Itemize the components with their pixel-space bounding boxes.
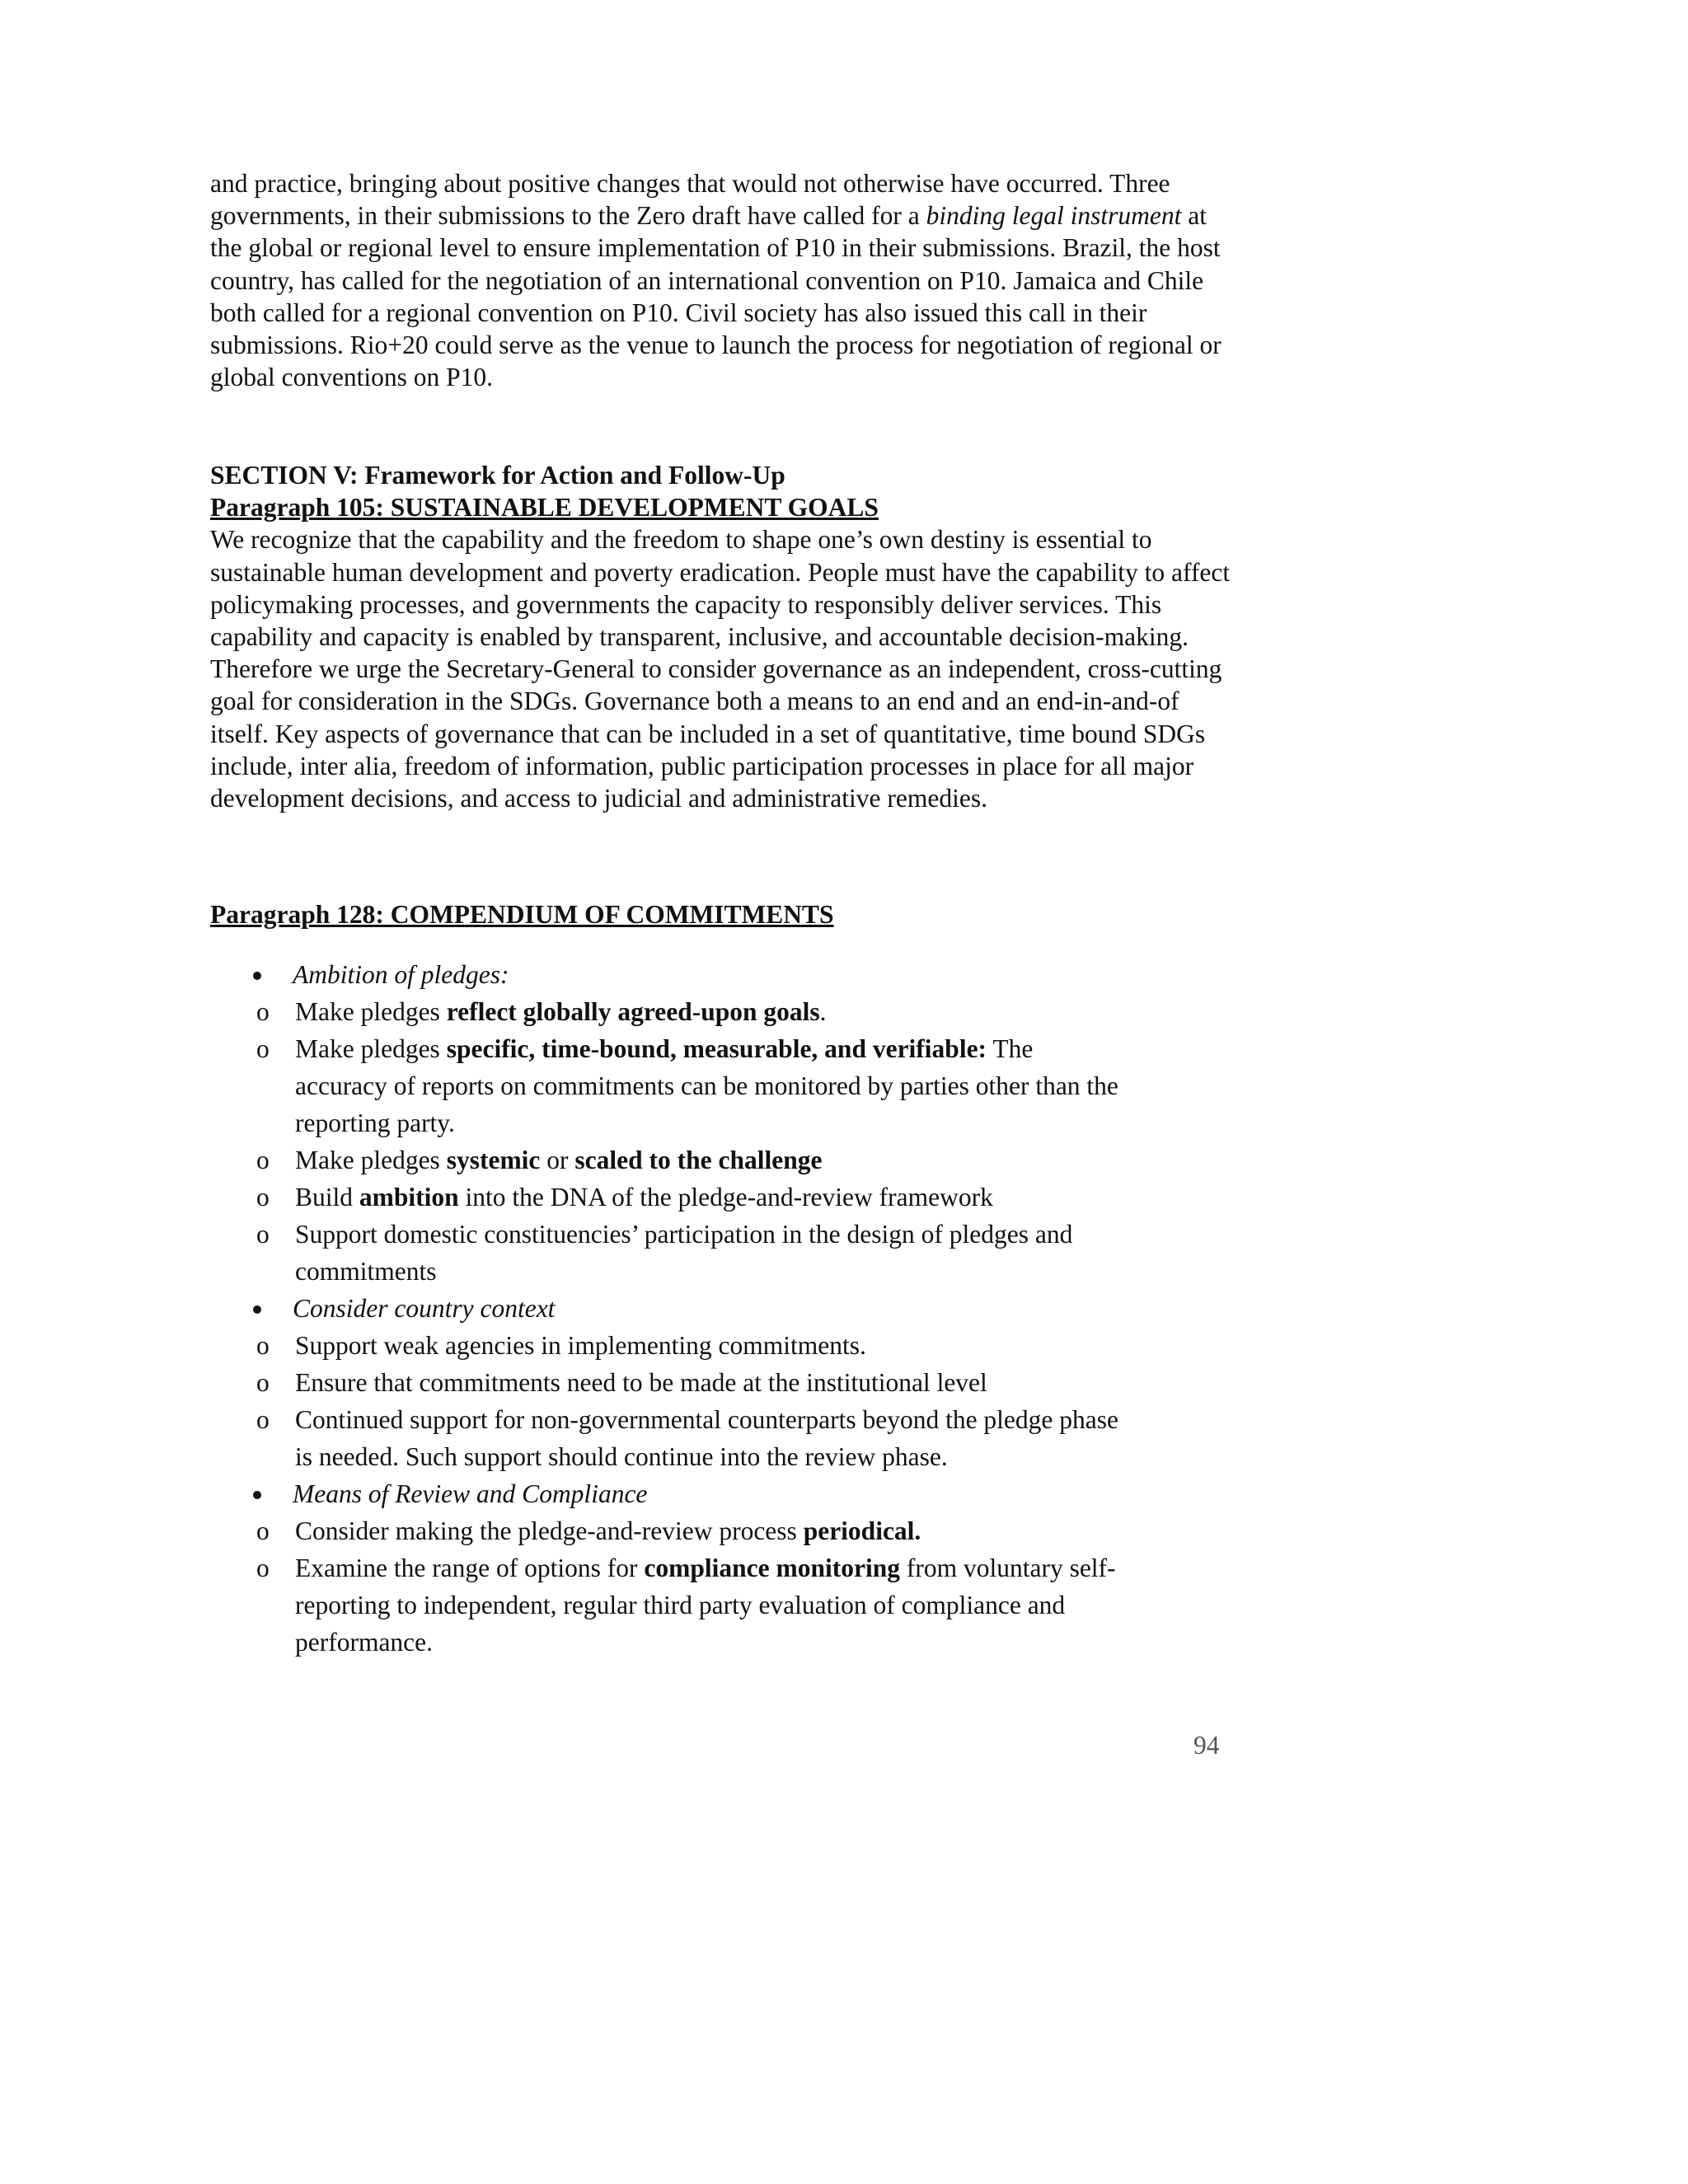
section-v <box>210 459 1240 814</box>
list-item: o Make pledges specific, time-bound, measurable, and verifiable: The accuracy of reports on commitments can be monitored by parties other than the reporting party. <box>210 1030 1119 1141</box>
sub-bullet-icon: o <box>256 1405 270 1434</box>
sub-bullet-icon: o <box>256 997 270 1026</box>
list-item: o Ensure that commitments need to be made at the institutional level <box>210 1364 1119 1401</box>
list-item: o Support weak agencies in implementing commitments. <box>210 1327 1119 1364</box>
bullet-icon <box>253 1305 261 1314</box>
bullet-icon <box>253 1491 261 1499</box>
list-item: o Consider making the pledge-and-review process periodical. <box>210 1512 1119 1549</box>
emphasis-text: binding legal instrument <box>926 201 1182 231</box>
bullet-group <box>210 1475 1273 1512</box>
sub-list <box>210 1327 1273 1475</box>
paragraph-105-body: We recognize that the capability and the freedom to shape one’s own destiny is essential to sustainable human development and poverty eradication. People must have the capability to affect policymaking processes, and governments the capacity to responsibly deliver services. This capability and capacity is enabled by transparent, inclusive, and accountable decision-making. Therefore we urge the Secretary-General to consider governance as an independent, cross-cutting goal for consideration in the SDGs. Governance both a means to an end and an end-in-and-of itself. Key aspects of governance that can be included in a set of quantitative, time bound SDGs include, inter alia, freedom of information, public participation processes in place for all major development decisions, and access to judicial and administrative remedies. <box>210 525 1231 813</box>
intro-paragraph <box>210 167 1240 393</box>
bullet-label: Consider country context <box>293 1294 556 1323</box>
bullet-group <box>210 1290 1273 1327</box>
list-item: o Continued support for non-governmental counterparts beyond the pledge phase is needed. Such support should continue into the review phase. <box>210 1401 1119 1475</box>
list-item: o Make pledges reflect globally agreed-upon goals. <box>210 993 1119 1030</box>
sub-bullet-icon: o <box>256 1146 270 1174</box>
list-item: o Support domestic constituencies’ participation in the design of pledges and commitments <box>210 1216 1119 1290</box>
sub-bullet-icon: o <box>256 1183 270 1212</box>
paragraph-128-heading-block <box>210 898 1240 930</box>
section-heading: SECTION V: Framework for Action and Follow-Up <box>210 461 785 490</box>
bullet-group <box>210 956 1273 993</box>
bullet-label: Ambition of pledges: <box>293 960 509 989</box>
list-item: o Examine the range of options for compliance monitoring from voluntary self-reporting to independent, regular third party evaluation of compliance and performance. <box>210 1549 1119 1661</box>
list-item: o Build ambition into the DNA of the pledge-and-review framework <box>210 1179 1119 1216</box>
list-item: o Make pledges systemic or scaled to the challenge <box>210 1141 1119 1179</box>
sub-bullet-icon: o <box>256 1331 270 1360</box>
page-number: 94 <box>1193 1731 1220 1760</box>
sub-bullet-icon: o <box>256 1034 270 1063</box>
sub-bullet-icon: o <box>256 1368 270 1397</box>
bullet-label: Means of Review and Compliance <box>293 1479 648 1508</box>
intro-text: and practice, bringing about positive changes that would not otherwise have occurred. Three governments, in their submissions to the Zero draft have called for a binding legal instrument at the global or regional level to ensure implementation of P10 in their submissions. Brazil, the host country, has called for the negotiation of an international convention on P10. Jamaica and Chile both called for a regional convention on P10. Civil society has also issued this call in their submissions. Rio+20 could serve as the venue to launch the process for negotiation of regional or global conventions on P10. <box>210 169 1221 392</box>
paragraph-128-heading: Paragraph 128: COMPENDIUM OF COMMITMENTS <box>210 900 834 929</box>
bullet-icon <box>253 972 261 980</box>
commitments-list <box>210 956 1273 1661</box>
paragraph-105-heading: Paragraph 105: SUSTAINABLE DEVELOPMENT GOALS <box>210 493 879 523</box>
sub-bullet-icon: o <box>256 1554 270 1582</box>
sub-bullet-icon: o <box>256 1516 270 1545</box>
sub-bullet-icon: o <box>256 1220 270 1249</box>
sub-list <box>210 993 1273 1290</box>
sub-list <box>210 1512 1273 1661</box>
